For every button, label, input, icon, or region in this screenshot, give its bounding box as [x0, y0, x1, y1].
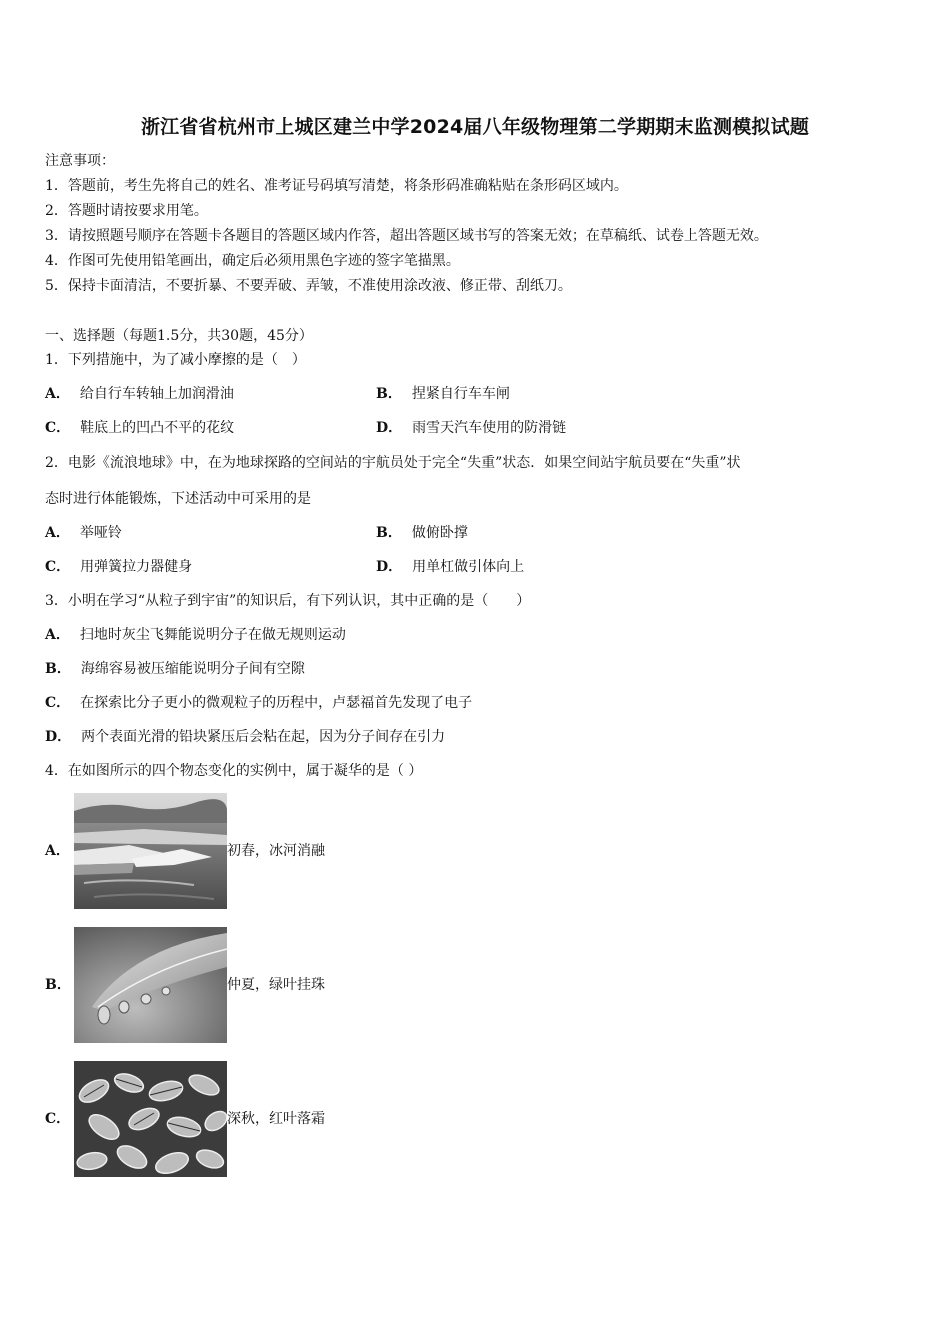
option-text: 在探索比分子更小的微观粒子的历程中，卢瑟福首先发现了电子 — [80, 695, 473, 711]
option-key: C． — [45, 1111, 71, 1127]
q1-option-a[interactable] — [45, 384, 234, 404]
q4-option-a[interactable] — [45, 793, 445, 909]
option-key: B． — [376, 525, 402, 541]
option-key: C． — [45, 559, 71, 575]
q3-option-d[interactable] — [45, 727, 445, 747]
option-key: A． — [45, 525, 70, 541]
option-key: C． — [45, 695, 71, 711]
q2-option-a[interactable] — [45, 523, 122, 543]
option-text: 用弹簧拉力器健身 — [80, 559, 193, 575]
option-key: A． — [45, 627, 70, 643]
option-key: B． — [45, 661, 71, 677]
leaf-dew-photo — [74, 927, 227, 1043]
option-text: 做俯卧撑 — [411, 525, 468, 541]
option-text: 深秋，红叶落霜 — [227, 1111, 325, 1127]
q4-option-c[interactable] — [45, 1061, 445, 1177]
q1-option-b[interactable] — [376, 384, 510, 404]
notice-item: 3．请按照题号顺序在答题卡各题目的答题区域内作答，超出答题区域书写的答案无效；在草稿纸、试卷上答题无效。 — [45, 228, 768, 244]
notice-item: 5．保持卡面清洁，不要折暴、不要弄破、弄皱，不准使用涂改液、修正带、刮纸刀。 — [45, 278, 572, 294]
option-key: C． — [45, 420, 71, 436]
q3-option-b[interactable] — [45, 659, 305, 679]
option-key: D． — [45, 729, 72, 745]
option-text: 仲夏，绿叶挂珠 — [227, 977, 325, 993]
question-3-stem: 3．小明在学习“从粒子到宇宙”的知识后，有下列认识，其中正确的是（ ） — [45, 593, 531, 609]
option-text: 用单杠做引体向上 — [412, 559, 525, 575]
ice-river-photo — [74, 793, 227, 909]
option-text: 鞋底上的凹凸不平的花纹 — [80, 420, 235, 436]
question-1-stem: 1．下列措施中，为了减小摩擦的是（ ） — [45, 352, 306, 368]
notice-item: 4．作图可先使用铅笔画出，确定后必须用黑色字迹的签字笔描黑。 — [45, 253, 460, 269]
frost-leaves-photo — [74, 1061, 227, 1177]
notice-item: 1．答题前，考生先将自己的姓名、准考证号码填写清楚，将条形码准确粘贴在条形码区域内。 — [45, 178, 628, 194]
option-text: 举哑铃 — [79, 525, 122, 541]
question-2-stem-cont: 态时进行体能锻炼，下述活动中可采用的是 — [45, 491, 311, 507]
notice-item: 2．答题时请按要求用笔。 — [45, 203, 208, 219]
option-text: 雨雪天汽车使用的防滑链 — [412, 420, 567, 436]
q2-option-b[interactable] — [376, 523, 468, 543]
option-text: 海绵容易被压缩能说明分子间有空隙 — [80, 661, 305, 677]
option-text: 两个表面光滑的铅块紧压后会粘在起，因为分子间存在引力 — [81, 729, 446, 745]
q2-option-d[interactable] — [376, 557, 524, 577]
notice-heading: 注意事项： — [45, 153, 115, 169]
section-heading: 一、选择题（每题1.5分，共30题，45分） — [45, 328, 313, 344]
option-text: 给自行车转轴上加润滑油 — [79, 386, 234, 402]
option-key: D． — [376, 559, 403, 575]
option-text: 扫地时灰尘飞舞能说明分子在做无规则运动 — [79, 627, 346, 643]
q2-option-c[interactable] — [45, 557, 192, 577]
q4-option-b[interactable] — [45, 927, 445, 1043]
page-title: 浙江省省杭州市上城区建兰中学2024届八年级物理第二学期期末监测模拟试题 — [140, 116, 810, 138]
option-text: 初春，冰河消融 — [227, 843, 325, 859]
q3-option-c[interactable] — [45, 693, 472, 713]
option-text: 捏紧自行车车闸 — [411, 386, 510, 402]
q1-option-c[interactable] — [45, 418, 234, 438]
option-key: B． — [376, 386, 402, 402]
q1-option-d[interactable] — [376, 418, 566, 438]
option-key: D． — [376, 420, 403, 436]
option-key: A． — [45, 843, 70, 859]
option-key: B． — [45, 977, 71, 993]
q3-option-a[interactable] — [45, 625, 346, 645]
question-4-stem: 4．在如图所示的四个物态变化的实例中，属于凝华的是（ ） — [45, 763, 423, 779]
option-key: A． — [45, 386, 70, 402]
question-2-stem: 2．电影《流浪地球》中，在为地球探路的空间站的宇航员处于完全“失重”状态．如果空间站宇航员要在“失重”状 — [45, 455, 741, 471]
